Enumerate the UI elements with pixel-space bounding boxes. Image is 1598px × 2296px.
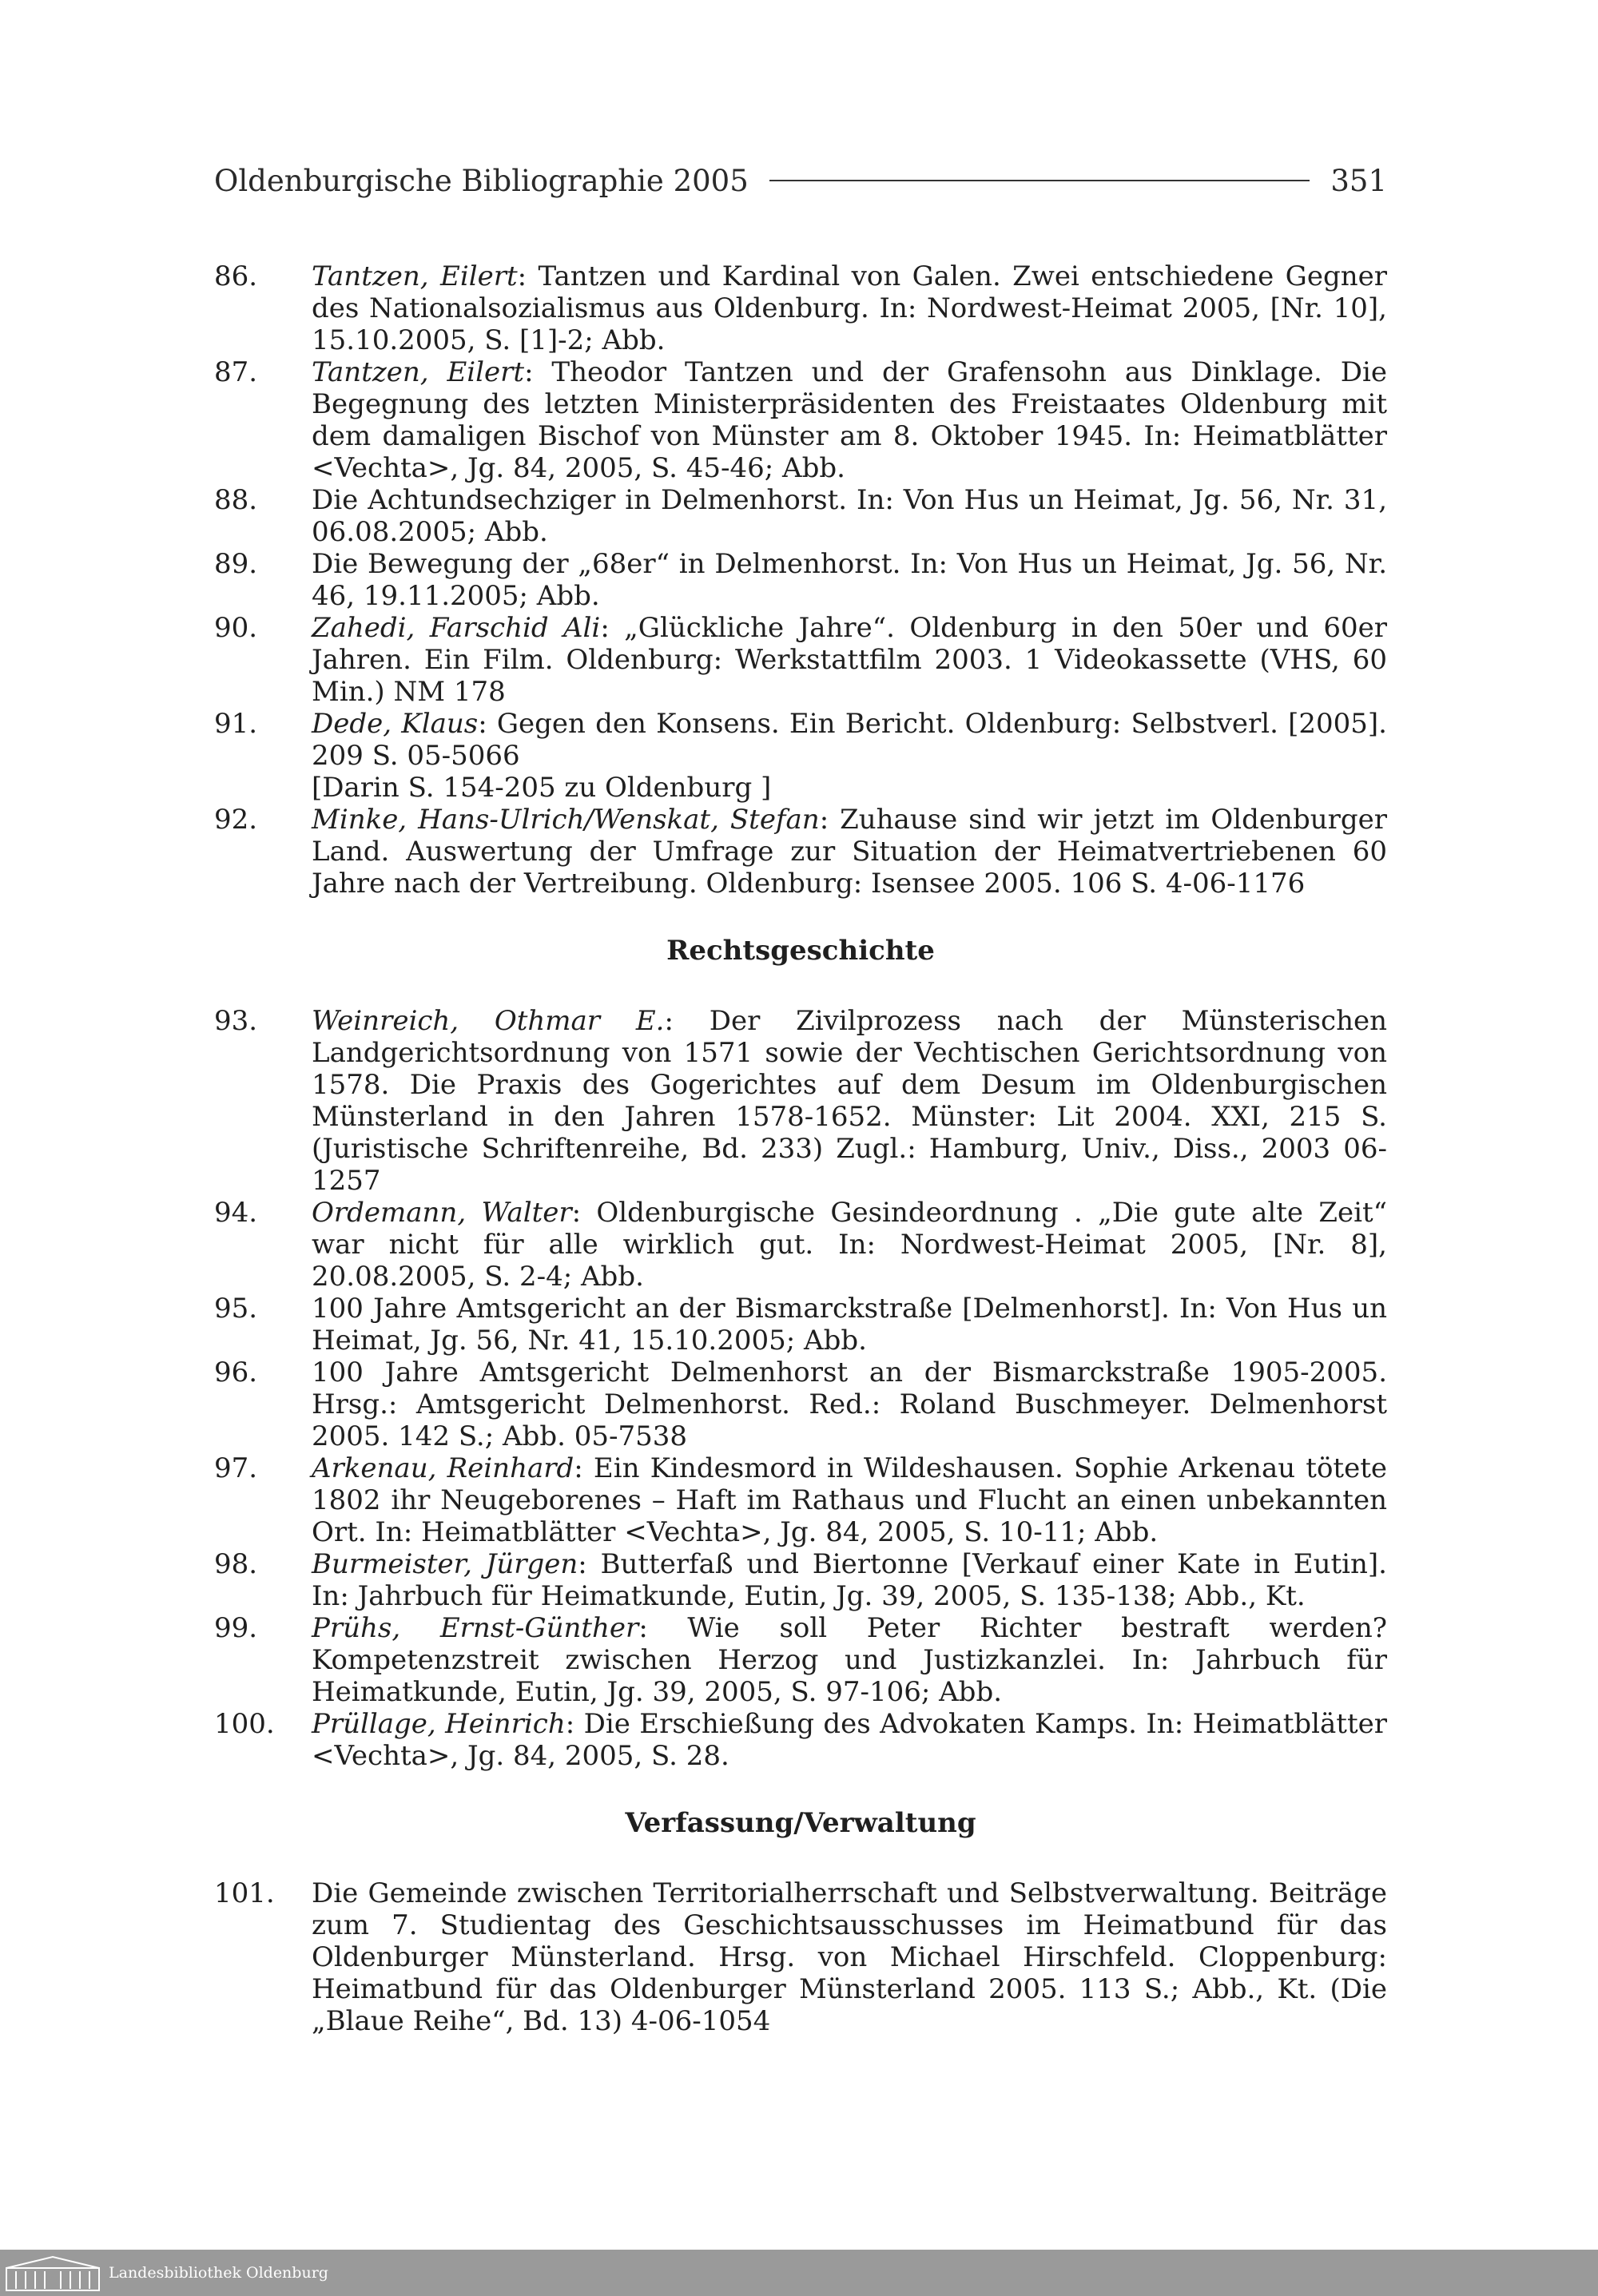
- entry-citation: Die Bewegung der „68er“ in Delmenhorst. In: Von Hus un Heimat, Jg. 56, Nr. 46, 19.11.2005; Abb.: [312, 548, 1387, 612]
- bibliography-entry: [214, 356, 1387, 484]
- entry-text: [312, 1708, 1387, 1772]
- entry-citation: : Die Erschießung des Advokaten Kamps. In: Heimatblätter <Vechta>, Jg. 84, 2005, S. 28.: [312, 1708, 1387, 1772]
- entry-number: 100.: [214, 1708, 275, 1740]
- entry-number: 91.: [214, 708, 258, 740]
- entry-author: Burmeister, Jürgen: [312, 1548, 578, 1580]
- bibliography-entry: [214, 1612, 1387, 1708]
- entry-number: 98.: [214, 1548, 258, 1580]
- entry-citation: : Gegen den Konsens. Ein Bericht. Oldenburg: Selbstverl. [2005]. 209 S. 05-5066: [312, 708, 1387, 772]
- entry-author: Dede, Klaus: [312, 708, 479, 740]
- entry-number: 88.: [214, 484, 258, 516]
- entry-text: [312, 548, 1387, 612]
- entry-text: [312, 1452, 1387, 1548]
- header-title: Oldenburgische Bibliographie 2005: [214, 164, 749, 198]
- footer-bar: [0, 2250, 1598, 2296]
- bibliography-entry: [214, 804, 1387, 900]
- bibliography-body: [214, 260, 1387, 2037]
- bibliography-entry: [214, 1452, 1387, 1548]
- entry-text: [312, 708, 1387, 804]
- entry-author: Prüllage, Heinrich: [312, 1708, 566, 1740]
- entry-number: 96.: [214, 1357, 258, 1388]
- entry-text: [312, 1005, 1387, 1197]
- entry-text: [312, 1293, 1387, 1357]
- entry-citation: : Tantzen und Kardinal von Galen. Zwei entschiedene Gegner des Nationalsozialismus aus Oldenburg. In: Nordwest-Heimat 2005, [Nr. 10], 15.10.2005, S. [1]-2; Abb.: [312, 260, 1387, 356]
- entry-number: 95.: [214, 1293, 258, 1325]
- bibliography-entry: [214, 1708, 1387, 1772]
- entry-text: [312, 484, 1387, 548]
- entry-number: 99.: [214, 1612, 258, 1644]
- section-heading-verfassung: Verfassung/Verwaltung: [625, 1807, 976, 1839]
- section-heading-rechtsgeschichte: Rechtsgeschichte: [666, 935, 935, 967]
- page-number: 351: [1330, 164, 1387, 198]
- bibliography-entry: [214, 1548, 1387, 1612]
- bibliography-entry: [214, 484, 1387, 548]
- entry-note: [Darin S. 154-205 zu Oldenburg ]: [312, 772, 772, 804]
- entry-author: Tantzen, Eilert: [312, 356, 525, 388]
- entry-number: 89.: [214, 548, 258, 580]
- entry-citation: : Ein Kindesmord in Wildeshausen. Sophie Arkenau tötete 1802 ihr Neugeborenes – Haft im Rathaus und Flucht an einen unbekannten Ort. In: Heimatblätter <Vechta>, Jg. 84, 2005, S. 10-11; Abb.: [312, 1452, 1387, 1548]
- bibliography-entry: [214, 1877, 1387, 2037]
- entry-number: 92.: [214, 804, 258, 836]
- entry-citation: : Wie soll Peter Richter bestraft werden? Kompetenzstreit zwischen Herzog und Justizkanzlei. In: Jahrbuch für Heimatkunde, Eutin, Jg. 39, 2005, S. 97-106; Abb.: [312, 1612, 1387, 1708]
- entry-author: Minke, Hans-Ulrich/Wenskat, Stefan: [312, 804, 820, 836]
- entry-author: Tantzen, Eilert: [312, 260, 518, 292]
- bibliography-entry: [214, 708, 1387, 804]
- entry-number: 97.: [214, 1452, 258, 1484]
- entry-citation: : Zuhause sind wir jetzt im Oldenburger Land. Auswertung der Umfrage zur Situation der Heimatvertriebenen 60 Jahre nach der Vertreibung. Oldenburg: Isensee 2005. 106 S. 4-06-1176: [312, 804, 1387, 900]
- bibliography-entry: [214, 260, 1387, 356]
- entry-author: Arkenau, Reinhard: [312, 1452, 574, 1484]
- entry-list-verfassung: [214, 1877, 1387, 2037]
- entry-text: [312, 1197, 1387, 1293]
- entry-citation: : „Glückliche Jahre“. Oldenburg in den 50er und 60er Jahren. Ein Film. Oldenburg: Werkstattfilm 2003. 1 Videokassette (VHS, 60 Min.) NM 178: [312, 612, 1387, 708]
- entry-number: 86.: [214, 260, 258, 292]
- entry-list-rechtsgeschichte: [214, 1005, 1387, 1772]
- entry-citation: : Theodor Tantzen und der Grafensohn aus Dinklage. Die Begegnung des letzten Ministerpräsidenten des Freistaates Oldenburg mit dem damaligen Bischof von Münster am 8. Oktober 1945. In: Heimatblätter <Vechta>, Jg. 84, 2005, S. 45-46; Abb.: [312, 356, 1387, 484]
- entry-text: [312, 612, 1387, 708]
- entry-author: Ordemann, Walter: [312, 1197, 572, 1229]
- entry-list-politics: [214, 260, 1387, 900]
- entry-number: 87.: [214, 356, 258, 388]
- bibliography-entry: [214, 1005, 1387, 1197]
- entry-text: [312, 1548, 1387, 1612]
- entry-text: [312, 1357, 1387, 1452]
- bibliography-entry: [214, 612, 1387, 708]
- entry-citation: Die Gemeinde zwischen Territorialherrschaft und Selbstverwaltung. Beiträge zum 7. Studientag des Geschichtsausschusses im Heimatbund für das Oldenburger Münsterland. Hrsg. von Michael Hirschfeld. Cloppenburg: Heimatbund für das Oldenburger Münsterland 2005. 113 S.; Abb., Kt. (Die „Blaue Reihe“, Bd. 13) 4-06-1054: [312, 1877, 1387, 2037]
- entry-author: Weinreich, Othmar E.: [312, 1005, 665, 1037]
- footer-library-name: Landesbibliothek Oldenburg: [109, 2264, 328, 2282]
- entry-citation: : Oldenburgische Gesindeordnung . „Die gute alte Zeit“ war nicht für alle wirklich gut. In: Nordwest-Heimat 2005, [Nr. 8], 20.08.2005, S. 2-4; Abb.: [312, 1197, 1387, 1293]
- entry-author: Zahedi, Farschid Ali: [312, 612, 601, 644]
- entry-text: [312, 804, 1387, 900]
- bibliography-entry: [214, 1357, 1387, 1452]
- entry-citation: Die Achtundsechziger in Delmenhorst. In: Von Hus un Heimat, Jg. 56, Nr. 31, 06.08.2005; Abb.: [312, 484, 1387, 548]
- entry-text: [312, 1612, 1387, 1708]
- running-header: [214, 164, 1387, 205]
- entry-text: [312, 1877, 1387, 2037]
- entry-text: [312, 356, 1387, 484]
- entry-citation: 100 Jahre Amtsgericht an der Bismarckstraße [Delmenhorst]. In: Von Hus un Heimat, Jg. 56, Nr. 41, 15.10.2005; Abb.: [312, 1293, 1387, 1357]
- bibliography-entry: [214, 1293, 1387, 1357]
- entry-citation: 100 Jahre Amtsgericht Delmenhorst an der Bismarckstraße 1905-2005. Hrsg.: Amtsgericht Delmenhorst. Red.: Roland Buschmeyer. Delmenhorst 2005. 142 S.; Abb. 05-7538: [312, 1357, 1387, 1452]
- entry-citation: : Butterfaß und Biertonne [Verkauf einer Kate in Eutin]. In: Jahrbuch für Heimatkunde, Eutin, Jg. 39, 2005, S. 135-138; Abb., Kt.: [312, 1548, 1387, 1612]
- bibliography-entry: [214, 548, 1387, 612]
- entry-number: 93.: [214, 1005, 258, 1037]
- library-building-icon: [5, 2254, 101, 2292]
- entry-number: 94.: [214, 1197, 258, 1229]
- entry-text: [312, 260, 1387, 356]
- entry-author: Prühs, Ernst-Günther: [312, 1612, 639, 1644]
- bibliography-entry: [214, 1197, 1387, 1293]
- entry-number: 90.: [214, 612, 258, 644]
- entry-citation: : Der Zivilprozess nach der Münsterischen Landgerichtsordnung von 1571 sowie der Vechtischen Gerichtsordnung von 1578. Die Praxis des Gogerichtes auf dem Desum im Oldenburgischen Münsterland in den Jahren 1578-1652. Münster: Lit 2004. XXI, 215 S. (Juristische Schriftenreihe, Bd. 233) Zugl.: Hamburg, Univ., Diss., 2003 06-1257: [312, 1005, 1387, 1197]
- header-rule: [769, 180, 1310, 181]
- entry-number: 101.: [214, 1877, 275, 1909]
